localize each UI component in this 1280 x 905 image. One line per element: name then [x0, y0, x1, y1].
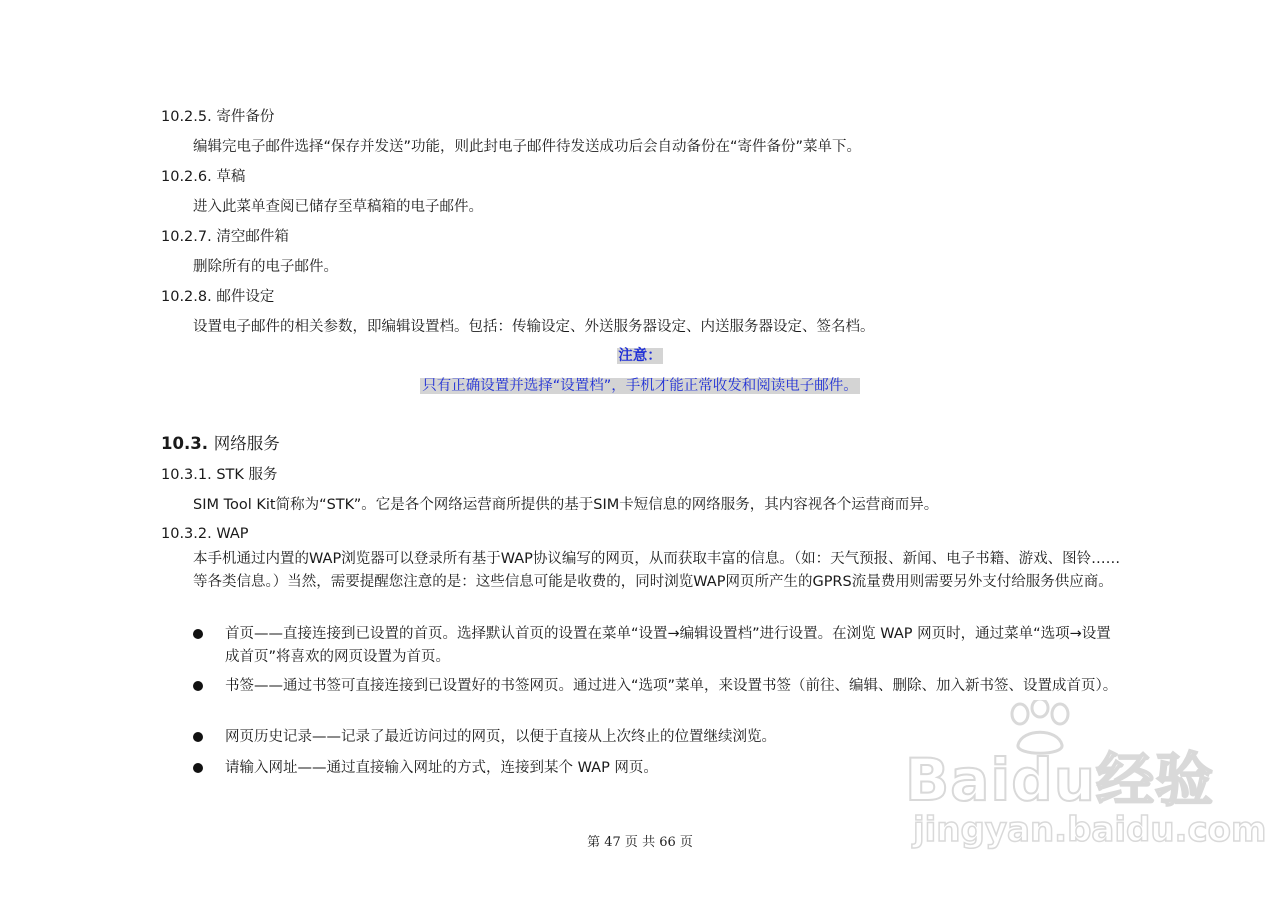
watermark-url: jingyan.baidu.com: [913, 810, 1267, 850]
watermark: [905, 700, 1267, 860]
section-number: 10.3.1.: [161, 467, 212, 483]
section-number: 10.3.: [161, 434, 208, 453]
paragraph-10-2-8: 设置电子邮件的相关参数，即编辑设置档。包括：传输设定、外送服务器设定、内送服务器设定、签名档。: [193, 319, 875, 335]
page-footer: 第 47 页 共 66 页: [587, 835, 693, 850]
section-title: 清空邮件箱: [216, 229, 289, 245]
watermark-brand: Baidu经验: [905, 746, 1215, 814]
paragraph-10-2-5: 编辑完电子邮件选择“保存并发送”功能，则此封电子邮件待发送成功后会自动备份在“寄件备份”菜单下。: [193, 139, 862, 155]
list-item: [193, 675, 1123, 698]
bullet-icon: [193, 629, 203, 639]
paragraph-10-3-1: SIM Tool Kit简称为“STK”。它是各个网络运营商所提供的基于SIM卡短信息的网络服务，其内容视各个运营商而异。: [193, 497, 939, 513]
section-number: 10.2.5.: [161, 109, 212, 125]
bullet-icon: [193, 763, 203, 773]
section-number: 10.2.7.: [161, 229, 212, 245]
section-title: 草稿: [216, 169, 246, 185]
section-number: 10.3.2.: [161, 526, 212, 542]
section-title: STK 服务: [216, 467, 278, 483]
bullet-icon: [193, 681, 203, 691]
section-title: 网络服务: [213, 434, 280, 453]
list-item-text: 书签——通过书签可直接连接到已设置好的书签网页。通过进入“选项”菜单，来设置书签（前往、编辑、删除、加入新书签、设置成首页）。: [225, 678, 1118, 694]
heading-10-2-7: [161, 226, 289, 248]
section-title: WAP: [216, 526, 249, 542]
paragraph-10-2-7: 删除所有的电子邮件。: [193, 259, 338, 275]
section-title: 邮件设定: [216, 289, 275, 305]
bullet-icon: [193, 732, 203, 742]
section-number: 10.2.6.: [161, 169, 212, 185]
note-title: [0, 345, 1280, 367]
list-item-text: 网页历史记录——记录了最近访问过的网页，以便于直接从上次终止的位置继续浏览。: [225, 729, 776, 745]
heading-10-2-6: [161, 166, 245, 188]
list-item: [193, 623, 1123, 669]
section-title: 寄件备份: [216, 109, 275, 125]
paragraph-10-2-6: 进入此菜单查阅已储存至草稿箱的电子邮件。: [193, 199, 483, 215]
heading-10-3: [161, 433, 280, 455]
note-body-text: 只有正确设置并选择“设置档”，手机才能正常收发和阅读电子邮件。: [422, 378, 858, 394]
section-number: 10.2.8.: [161, 289, 212, 305]
note-title-text: 注意：: [618, 348, 662, 364]
list-item-text: 首页——直接连接到已设置的首页。选择默认首页的设置在菜单“设置→编辑设置档”进行设置。在浏览 WAP 网页时，通过菜单“选项→设置成首页”将喜欢的网页设置为首页。: [225, 626, 1111, 665]
heading-10-2-8: [161, 286, 274, 308]
heading-10-3-1: [161, 464, 278, 486]
note-body: [0, 375, 1280, 397]
heading-10-2-5: [161, 106, 274, 128]
list-item-text: 请输入网址——通过直接输入网址的方式，连接到某个 WAP 网页。: [225, 760, 658, 776]
heading-10-3-2: [161, 523, 249, 545]
paragraph-10-3-2: 本手机通过内置的WAP浏览器可以登录所有基于WAP协议编写的网页，从而获取丰富的信息。（如：天气预报、新闻、电子书籍、游戏、图铃……等各类信息。）当然，需要提醒您注意的是：这些信息可能是收费的，同时浏览WAP网页所产生的GPRS流量费用则需要另外支付给服务供应商。: [193, 551, 1121, 590]
